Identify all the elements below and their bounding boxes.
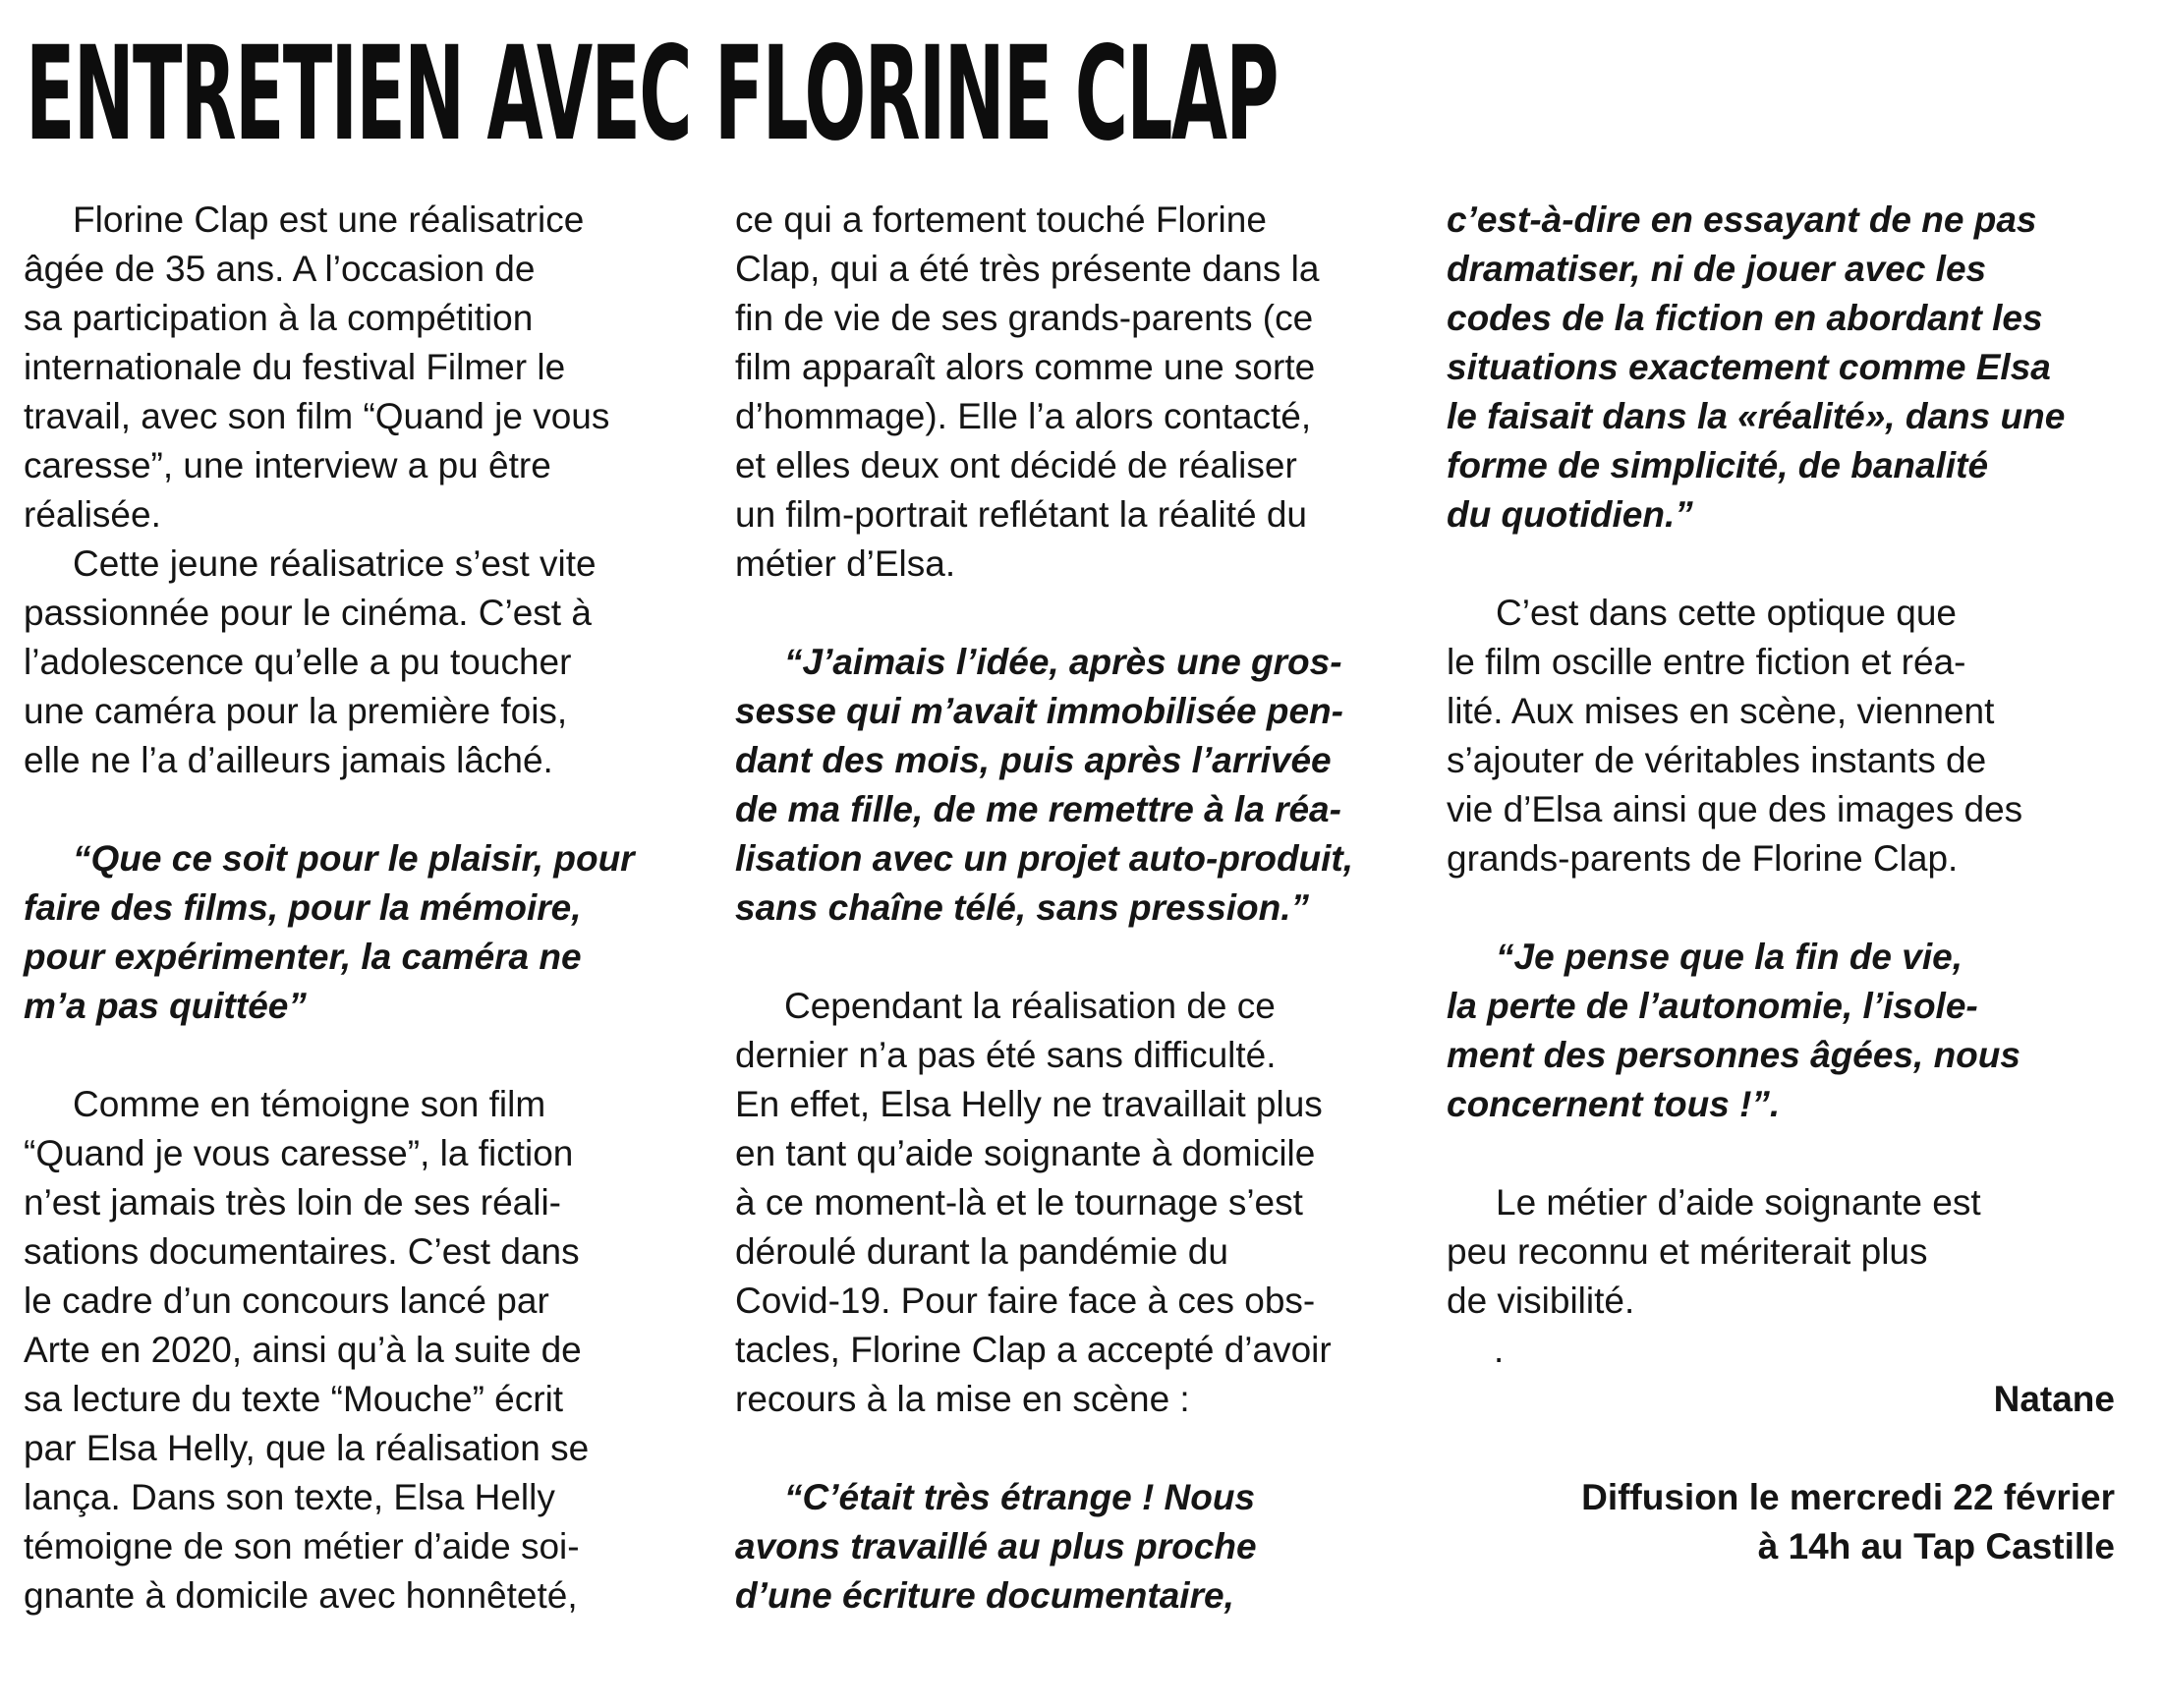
quote-line: concernent tous !”.: [1447, 1084, 1781, 1124]
paragraph-spacer: [24, 785, 704, 834]
body-text-line: passionnée pour le cinéma. C’est à: [24, 593, 592, 633]
paragraph-spacer: [1447, 883, 2134, 933]
body-text-line: lité. Aux mises en scène, viennent: [1447, 691, 1995, 731]
quote-line: codes de la fiction en abordant les: [1447, 298, 2043, 338]
body-text-line: sations documentaires. C’est dans: [24, 1231, 580, 1272]
quote-line: la perte de l’autonomie, l’isole-: [1447, 986, 1978, 1026]
paragraph-spacer: [1447, 1129, 2134, 1178]
body-text-line: ce qui a fortement touché Florine: [735, 199, 1267, 240]
article-title: ENTRETIEN AVEC FLORINE CLAP: [26, 19, 1278, 170]
quote-line: “Que ce soit pour le plaisir, pour: [73, 838, 635, 879]
body-text-line: Florine Clap est une réalisatrice: [73, 199, 585, 240]
body-text-line: elle ne l’a d’ailleurs jamais lâché.: [24, 740, 553, 780]
body-text-line: à ce moment-là et le tournage s’est: [735, 1182, 1303, 1223]
body-text-line: dernier n’a pas été sans difficulté.: [735, 1035, 1277, 1075]
quote-line: le faisait dans la «réalité», dans une: [1447, 396, 2066, 436]
body-text-line: Cependant la réalisation de ce: [784, 986, 1276, 1026]
body-text-line: recours à la mise en scène :: [735, 1379, 1190, 1419]
body-text-line: caresse”, une interview a pu être: [24, 445, 551, 485]
body-text-line: travail, avec son film “Quand je vous: [24, 396, 610, 436]
body-text-line: sa participation à la compétition: [24, 298, 534, 338]
body-text-line: par Elsa Helly, que la réalisation se: [24, 1428, 590, 1468]
body-text-line: s’ajouter de véritables instants de: [1447, 740, 1987, 780]
paragraph-spacer: [735, 1424, 1413, 1473]
body-text-line: métier d’Elsa.: [735, 543, 956, 584]
paragraph-spacer: [1447, 540, 2134, 589]
quote-line: de ma fille, de me remettre à la réa-: [735, 789, 1341, 829]
body-text-line: le film oscille entre fiction et réa-: [1447, 642, 1966, 682]
body-text-line: de visibilité.: [1447, 1281, 1635, 1321]
body-text-line: Comme en témoigne son film: [73, 1084, 546, 1124]
article-column-2: [735, 196, 1413, 1621]
body-text-line: l’adolescence qu’elle a pu toucher: [24, 642, 572, 682]
body-text-line: vie d’Elsa ainsi que des images des: [1447, 789, 2023, 829]
body-text-line: déroulé durant la pandémie du: [735, 1231, 1228, 1272]
body-text-line: et elles deux ont décidé de réaliser: [735, 445, 1297, 485]
body-text-line: Le métier d’aide soignante est: [1496, 1182, 1981, 1223]
body-text-line: Cette jeune réalisatrice s’est vite: [73, 543, 597, 584]
body-text-line: Covid-19. Pour faire face à ces obs-: [735, 1281, 1316, 1321]
body-text-line: d’hommage). Elle l’a alors contacté,: [735, 396, 1312, 436]
body-text-line: tacles, Florine Clap a accepté d’avoir: [735, 1330, 1332, 1370]
quote-line: d’une écriture documentaire,: [735, 1575, 1234, 1616]
paragraph-spacer: [24, 1031, 704, 1080]
body-text-line: “Quand je vous caresse”, la fiction: [24, 1133, 574, 1173]
body-text-line: gnante à domicile avec honnêteté,: [24, 1575, 578, 1616]
quote-line: avons travaillé au plus proche: [735, 1526, 1257, 1566]
article-column-1: [24, 196, 704, 1621]
body-text-line: internationale du festival Filmer le: [24, 347, 566, 387]
quote-line: pour expérimenter, la caméra ne: [24, 937, 582, 977]
paragraph-spacer: [1447, 1424, 2134, 1473]
quote-line: du quotidien.”: [1447, 494, 1693, 535]
body-text-line: peu reconnu et mériterait plus: [1447, 1231, 1928, 1272]
quote-line: “J’aimais l’idée, après une gros-: [784, 642, 1342, 682]
stray-dot: .: [1494, 1330, 1505, 1370]
quote-line: m’a pas quittée”: [24, 986, 307, 1026]
body-text-line: en tant qu’aide soignante à domicile: [735, 1133, 1316, 1173]
body-text-line: un film-portrait reflétant la réalité du: [735, 494, 1307, 535]
quote-line: ment des personnes âgées, nous: [1447, 1035, 2020, 1075]
body-text-line: film apparaît alors comme une sorte: [735, 347, 1316, 387]
quote-line: sesse qui m’avait immobilisée pen-: [735, 691, 1343, 731]
quote-line: “C’était très étrange ! Nous: [784, 1477, 1256, 1517]
quote-line: dramatiser, ni de jouer avec les: [1447, 249, 1987, 289]
credit-line: à 14h au Tap Castille: [1757, 1526, 2115, 1566]
credit-line: Diffusion le mercredi 22 février: [1581, 1477, 2115, 1517]
paragraph-spacer: [735, 933, 1413, 982]
credit-line: Natane: [1993, 1379, 2115, 1419]
paragraph-spacer: [735, 589, 1413, 638]
body-text-line: fin de vie de ses grands-parents (ce: [735, 298, 1314, 338]
quote-line: dant des mois, puis après l’arrivée: [735, 740, 1332, 780]
body-text-line: réalisée.: [24, 494, 161, 535]
quote-line: sans chaîne télé, sans pression.”: [735, 887, 1310, 928]
body-text-line: Arte en 2020, ainsi qu’à la suite de: [24, 1330, 582, 1370]
article-column-3: [1447, 196, 2134, 1571]
body-text-line: âgée de 35 ans. A l’occasion de: [24, 249, 536, 289]
quote-line: “Je pense que la fin de vie,: [1496, 937, 1963, 977]
quote-line: lisation avec un projet auto-produit,: [735, 838, 1354, 879]
quote-line: c’est-à-dire en essayant de ne pas: [1447, 199, 2037, 240]
quote-line: faire des films, pour la mémoire,: [24, 887, 582, 928]
body-text-line: une caméra pour la première fois,: [24, 691, 568, 731]
body-text-line: témoigne de son métier d’aide soi-: [24, 1526, 580, 1566]
quote-line: situations exactement comme Elsa: [1447, 347, 2051, 387]
body-text-line: lança. Dans son texte, Elsa Helly: [24, 1477, 555, 1517]
quote-line: forme de simplicité, de banalité: [1447, 445, 1989, 485]
body-text-line: En effet, Elsa Helly ne travaillait plus: [735, 1084, 1323, 1124]
body-text-line: sa lecture du texte “Mouche” écrit: [24, 1379, 564, 1419]
body-text-line: le cadre d’un concours lancé par: [24, 1281, 549, 1321]
body-text-line: Clap, qui a été très présente dans la: [735, 249, 1320, 289]
body-text-line: C’est dans cette optique que: [1496, 593, 1957, 633]
body-text-line: n’est jamais très loin de ses réali-: [24, 1182, 561, 1223]
body-text-line: grands-parents de Florine Clap.: [1447, 838, 1959, 879]
